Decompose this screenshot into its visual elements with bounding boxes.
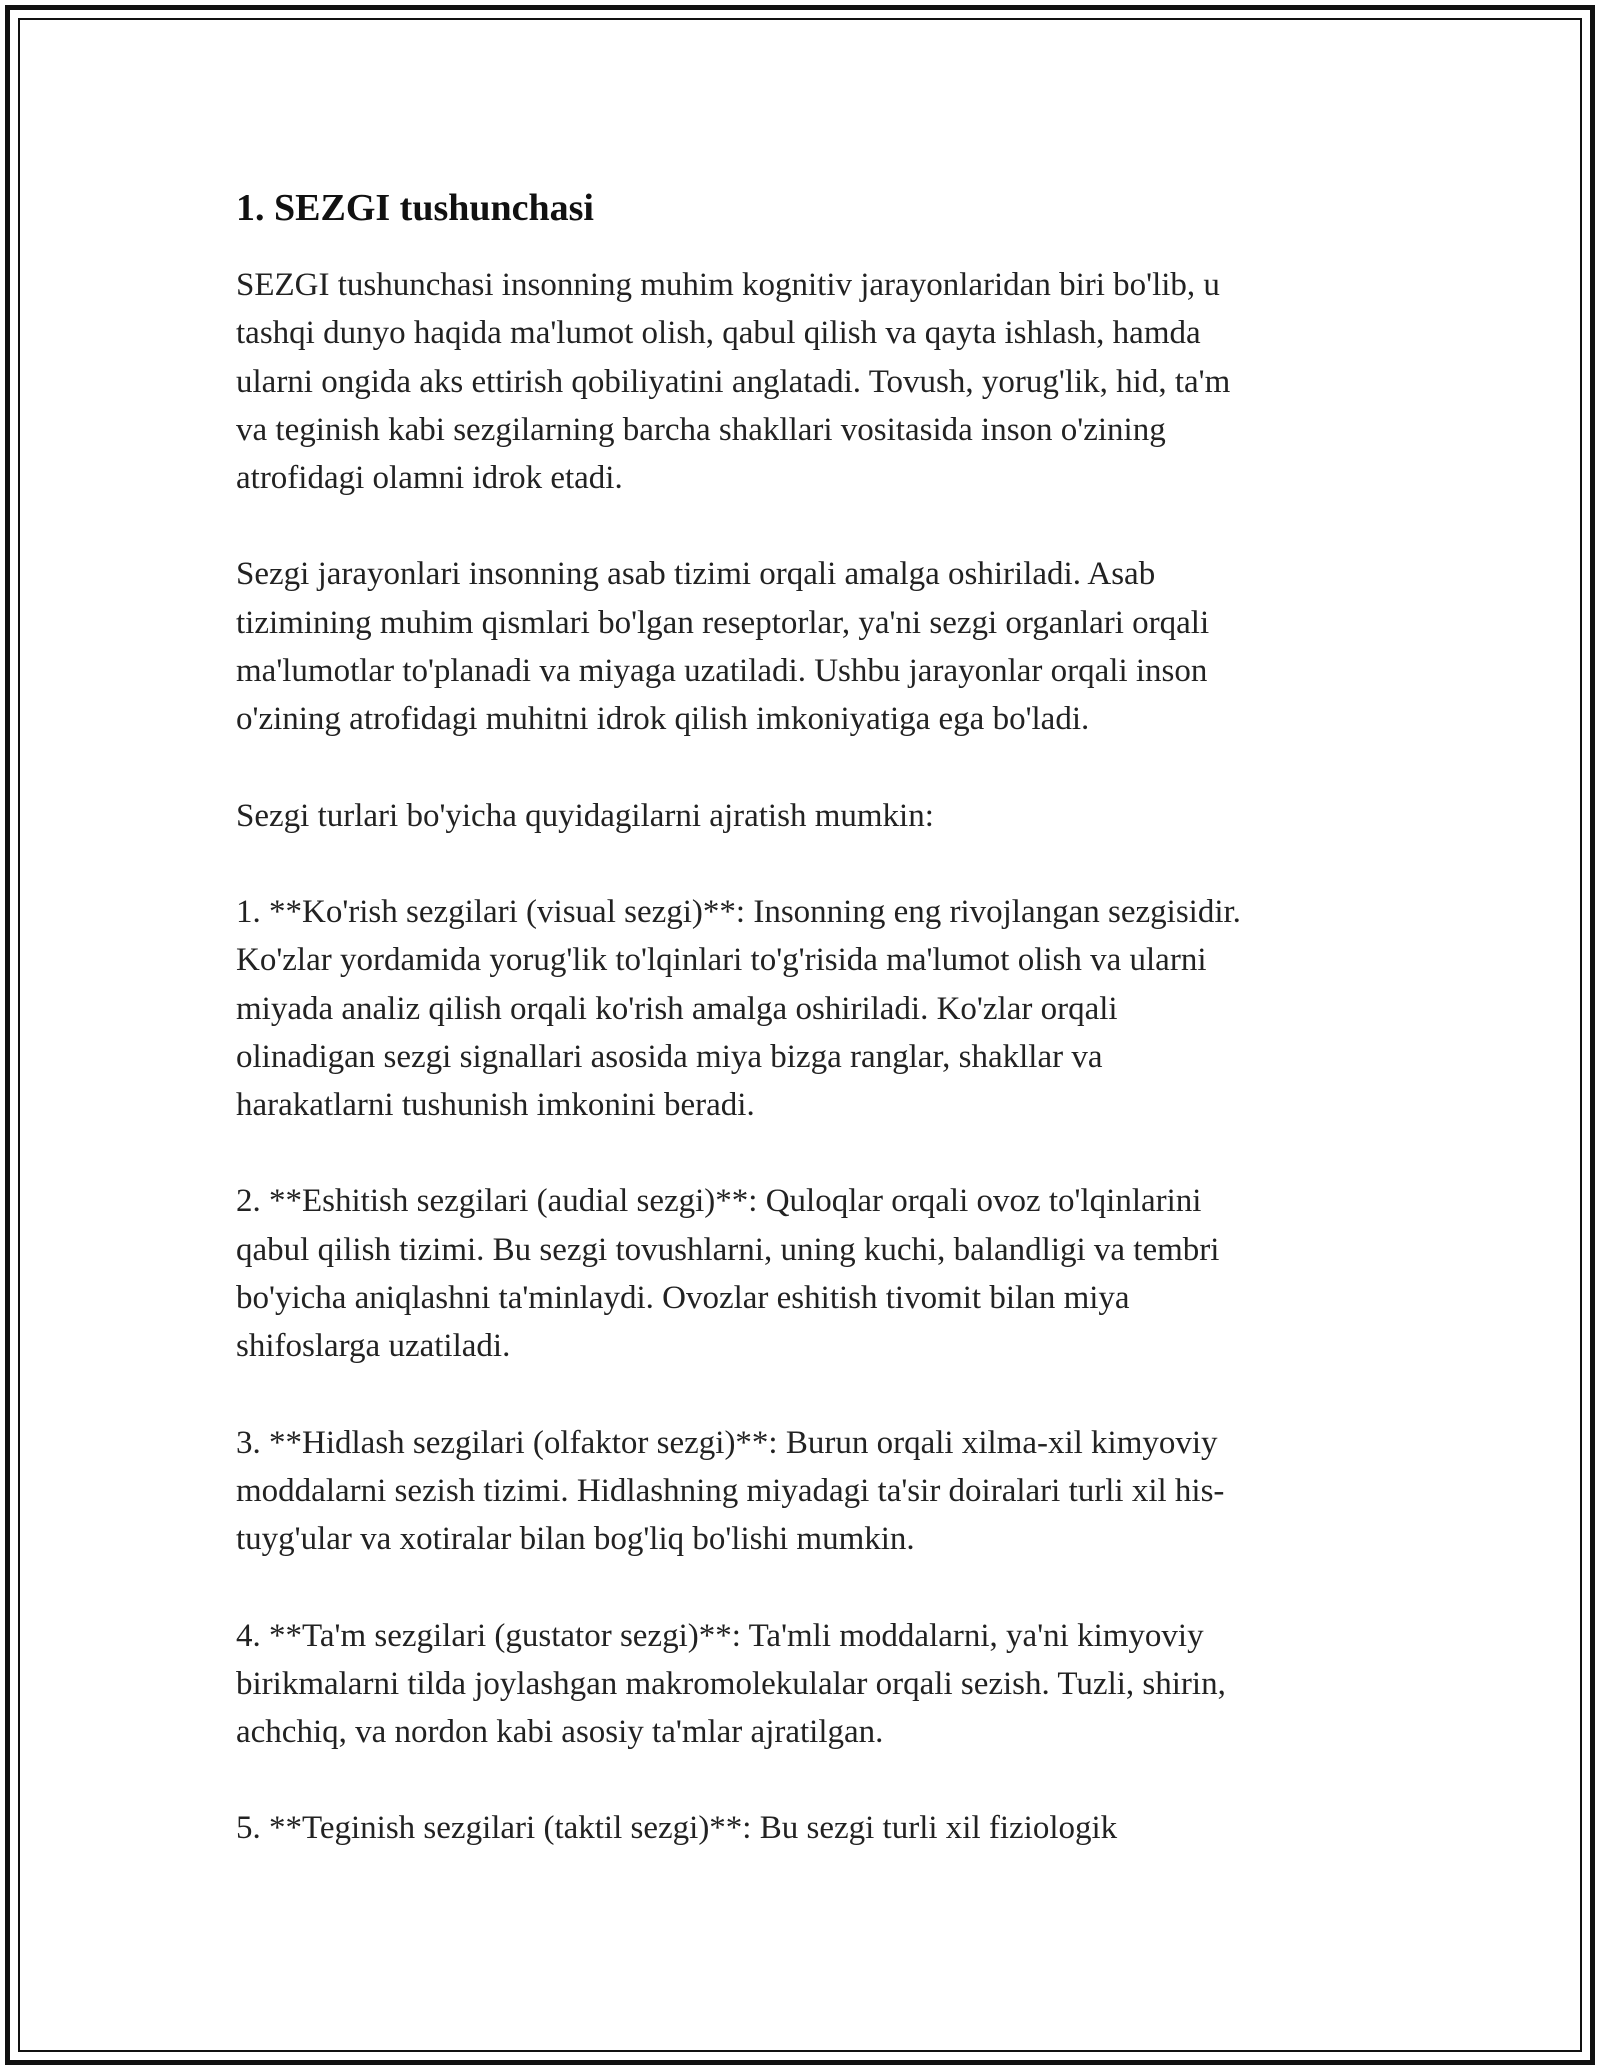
text-line: olinadigan sezgi signallari asosida miya bizga ranglar, shakllar va xyxy=(236,1038,1103,1075)
text-line: ularni ongida aks ettirish qobiliyatini anglatadi. Tovush, yorug'lik, hid, ta'm xyxy=(236,363,1231,400)
text-line: tizimining muhim qismlari bo'lgan reseptorlar, ya'ni sezgi organlari orqali xyxy=(236,604,1210,641)
text-line: 2. **Eshitish sezgilari (audial sezgi)**: Quloqlar orqali ovoz to'lqinlarini xyxy=(236,1183,1202,1220)
text-line: birikmalarni tilda joylashgan makromolekulalar orqali sezish. Tuzli, shirin, xyxy=(236,1665,1226,1702)
paragraph-intro xyxy=(236,261,1376,502)
text-line: 3. **Hidlash sezgilari (olfaktor sezgi)**: Burun orqali xilma-xil kimyoviy xyxy=(236,1424,1218,1461)
text-line: moddalarni sezish tizimi. Hidlashning miyadagi ta'sir doiralari turli xil his- xyxy=(236,1472,1225,1509)
list-item-visual xyxy=(236,888,1376,1129)
text-line: o'zining atrofidagi muhitni idrok qilish imkoniyatiga ega bo'ladi. xyxy=(236,701,1090,738)
paragraph-types-intro xyxy=(236,792,1376,840)
list-item-audial xyxy=(236,1177,1376,1370)
text-line: tashqi dunyo haqida ma'lumot olish, qabul qilish va qayta ishlash, hamda xyxy=(236,315,1201,352)
document-body xyxy=(236,184,1376,1901)
list-item-gustatory xyxy=(236,1612,1376,1757)
text-line: tuyg'ular va xotiralar bilan bog'liq bo'lishi mumkin. xyxy=(236,1521,915,1558)
text-line: atrofidagi olamni idrok etadi. xyxy=(236,460,623,497)
text-line: SEZGI tushunchasi insonning muhim kognitiv jarayonlaridan biri bo'lib, u xyxy=(236,267,1220,303)
text-line: achchiq, va nordon kabi asosiy ta'mlar ajratilgan. xyxy=(236,1714,884,1751)
text-line: miyada analiz qilish orqali ko'rish amalga oshiriladi. Ko'zlar orqali xyxy=(236,990,1118,1027)
text-line: 1. **Ko'rish sezgilari (visual sezgi)**: Insonning eng rivojlangan sezgisidir. xyxy=(236,893,1241,930)
text-line: shifoslarga uzatiladi. xyxy=(236,1328,511,1365)
text-line: Ko'zlar yordamida yorug'lik to'lqinlari to'g'risida ma'lumot olish va ularni xyxy=(236,942,1207,979)
text-line: bo'yicha aniqlashni ta'minlaydi. Ovozlar eshitish tivomit bilan miya xyxy=(236,1280,1130,1317)
paragraph-nervous-system xyxy=(236,550,1376,743)
list-item-olfactory xyxy=(236,1419,1376,1564)
text-line: ma'lumotlar to'planadi va miyaga uzatiladi. Ushbu jarayonlar orqali inson xyxy=(236,653,1208,690)
text-line: Sezgi jarayonlari insonning asab tizimi orqali amalga oshiriladi. Asab xyxy=(236,556,1156,593)
text-line: harakatlarni tushunish imkonini beradi. xyxy=(236,1087,755,1124)
text-line: 5. **Teginish sezgilari (taktil sezgi)**: Bu sezgi turli xil fiziologik xyxy=(236,1810,1118,1847)
list-item-tactile xyxy=(236,1804,1376,1852)
text-line: 4. **Ta'm sezgilari (gustator sezgi)**: Ta'mli moddalarni, ya'ni kimyoviy xyxy=(236,1617,1204,1654)
document-title: 1. SEZGI tushunchasi xyxy=(236,187,594,229)
text-line: qabul qilish tizimi. Bu sezgi tovushlarni, uning kuchi, balandligi va tembri xyxy=(236,1231,1220,1268)
text-line: Sezgi turlari bo'yicha quyidagilarni ajratish mumkin: xyxy=(236,797,934,834)
text-line: va teginish kabi sezgilarning barcha shakllari vositasida inson o'zining xyxy=(236,411,1166,448)
